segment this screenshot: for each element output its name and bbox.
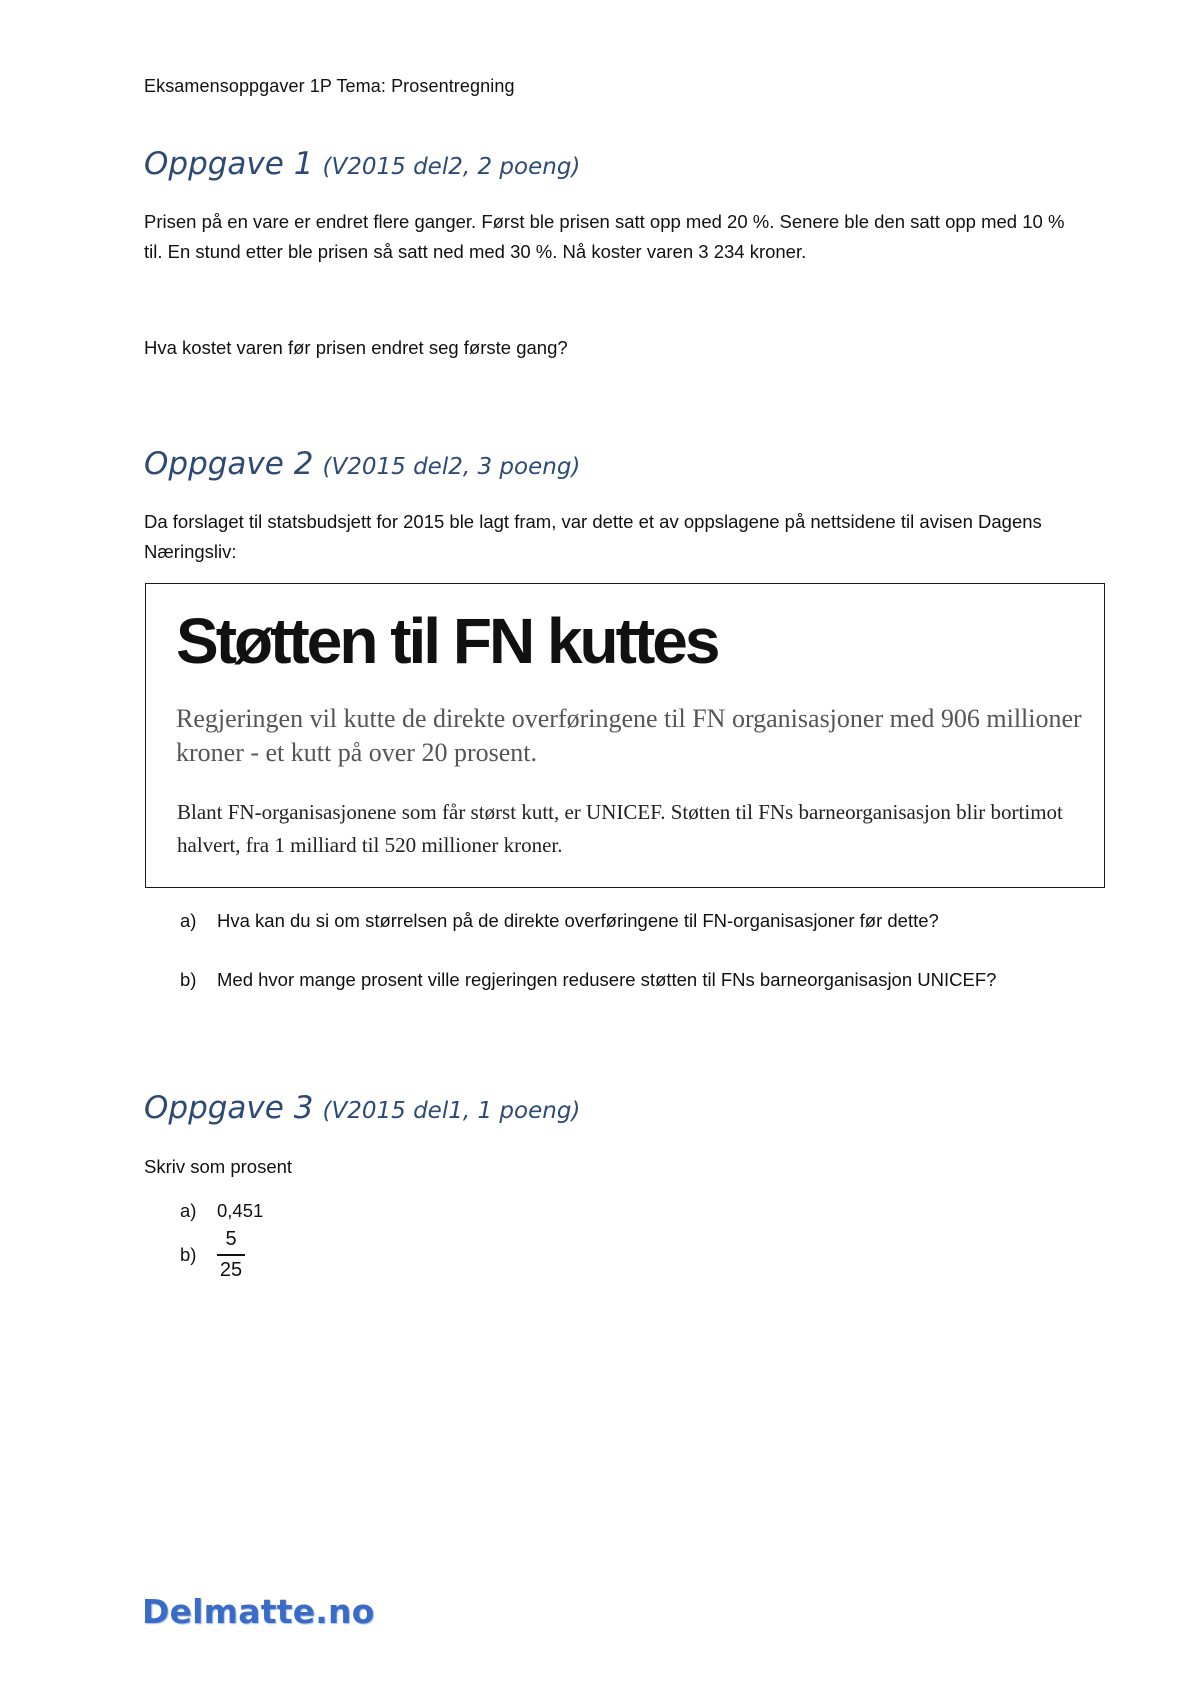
news-headline: Støtten til FN kuttes: [176, 605, 718, 677]
news-article-box: [145, 583, 1105, 888]
page-header: Eksamensoppgaver 1P Tema: Prosentregning: [144, 76, 515, 96]
question-label: a): [180, 910, 197, 931]
question-text: 0,451: [217, 1200, 264, 1221]
task-1-question: Hva kostet varen før prisen endret seg første gang?: [144, 337, 568, 358]
task-1-heading: [144, 146, 580, 182]
question-label: a): [180, 1200, 197, 1221]
task-1-title: Oppgave 1: [144, 146, 314, 182]
fraction-numerator: 5: [225, 1228, 237, 1250]
task-3-title: Oppgave 3: [144, 1090, 314, 1126]
delmatte-logo[interactable]: Delmatte.no: [142, 1592, 375, 1631]
news-lead: Regjeringen vil kutte de direkte overføringene til FN organisasjoner med 906 millioner kroner - et kutt på over 20 prosent.: [176, 704, 1082, 767]
task-3-heading: [144, 1090, 580, 1126]
news-body: Blant FN-organisasjonene som får størst kutt, er UNICEF. Støtten til FNs barneorganisasjon blir bortimot halvert, fra 1 milliard til 520 millioner kroner.: [177, 800, 1063, 857]
question-label: b): [180, 969, 197, 990]
task-1-paragraph: Prisen på en vare er endret flere ganger. Først ble prisen satt opp med 20 %. Senere ble den satt opp med 10 % til. En stund etter ble prisen så satt ned med 30 %. Nå koster varen 3 234 kroner.: [144, 211, 1065, 262]
fraction: [217, 1228, 245, 1281]
question-label: b): [180, 1244, 197, 1265]
task-2-meta: (V2015 del2, 3 poeng): [322, 454, 581, 480]
task-3-meta: (V2015 del1, 1 poeng): [322, 1098, 581, 1124]
task-3-intro: Skriv som prosent: [144, 1156, 293, 1177]
fraction-bar: [217, 1254, 245, 1256]
question-text: Hva kan du si om størrelsen på de direkte overføringene til FN-organisasjoner før dette?: [217, 910, 939, 931]
question-text: Med hvor mange prosent ville regjeringen redusere støtten til FNs barneorganisasjon UNICEF?: [217, 969, 997, 990]
task-2-intro: Da forslaget til statsbudsjett for 2015 ble lagt fram, var dette et av oppslagene på nettsidene til avisen Dagens Næringsliv:: [144, 511, 1042, 562]
task-2-title: Oppgave 2: [144, 446, 314, 482]
task-2-heading: [144, 446, 580, 482]
fraction-denominator: 25: [219, 1258, 243, 1281]
task-1-meta: (V2015 del2, 2 poeng): [322, 154, 581, 180]
